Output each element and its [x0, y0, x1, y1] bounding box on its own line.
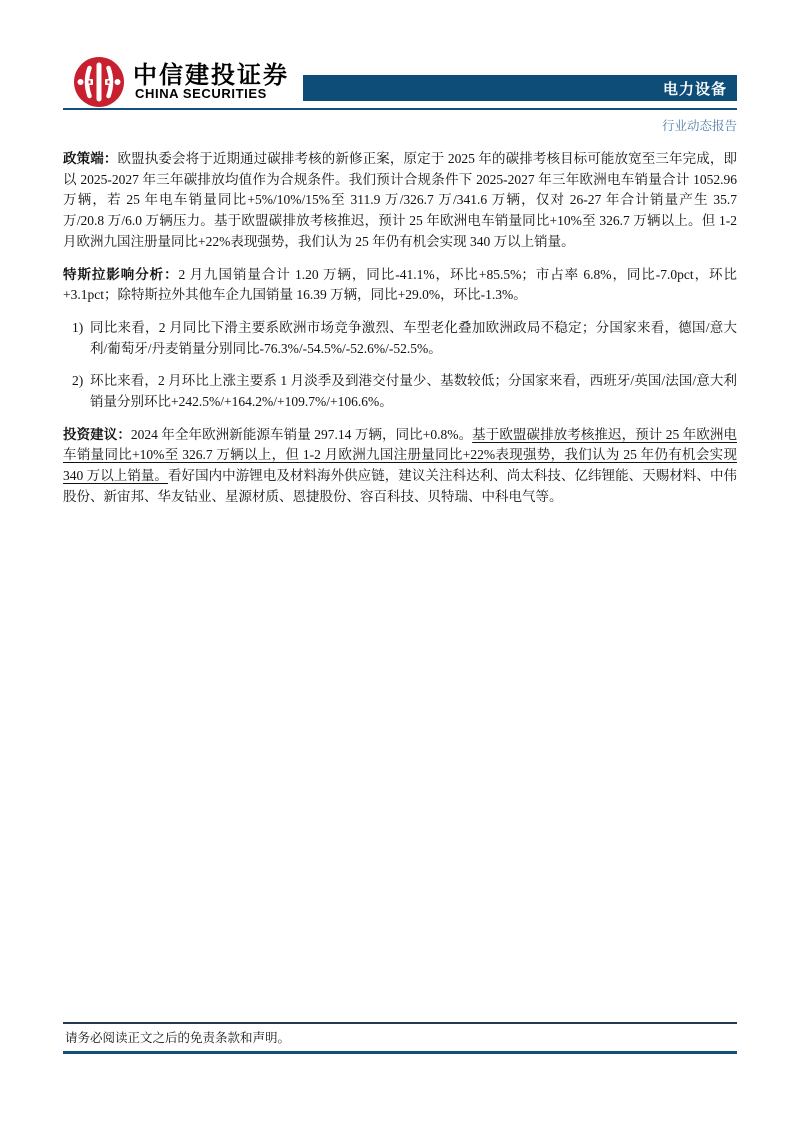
header-divider: [63, 108, 737, 110]
tesla-analysis-paragraph: [63, 265, 737, 306]
industry-category-label: 电力设备: [662, 80, 727, 98]
policy-paragraph: [63, 149, 737, 253]
list-item-number: 1): [72, 319, 84, 335]
list-item-text: 环比来看，2 月环比上涨主要系 1 月淡季及到港交付量少、基数较低；分国家来看，西班牙/英国/法国/意大利销量分别环比+242.5%/+164.2%/+109.7%/+106.6%。: [90, 373, 737, 410]
list-item: [63, 318, 737, 359]
report-type-label: 行业动态报告: [661, 119, 737, 133]
tesla-analysis-label: 特斯拉影响分析：: [63, 266, 179, 282]
list-item: [63, 371, 737, 412]
investment-advice-label: 投资建议：: [63, 426, 131, 442]
disclaimer-footer: [63, 1022, 737, 1054]
industry-category-bar: [303, 75, 737, 101]
investment-advice-rest: 看好国内中游锂电及材料海外供应链，建议关注科达利、尚太科技、亿纬锂能、天赐材料、中伟股份、新宙邦、华友钴业、星源材质、恩捷股份、容百科技、贝特瑞、中科电气等。: [63, 468, 738, 504]
logo-chinese-name: 中信建投证券: [133, 62, 289, 89]
report-body: [63, 149, 737, 520]
china-securities-logo-icon: [74, 57, 124, 107]
policy-paragraph-text: 欧盟执委会将于近期通过碳排考核的新修正案，原定于 2025 年的碳排考核目标可能放宽至三年完成，即以 2025-2027 年三年碳排放均值作为合规条件。我们预计合规条件下 2025-2027 年三年欧洲电车销量合计 1052.96 万辆，若 25 年电车销量同比+5%/10%/15%至 311.9 万/326.7 万/341.6 万辆，仅对 26-27 年合计销量产生 35.7 万/20.8 万/6.0 万辆压力。基于欧盟碳排放考核推迟，预计 25 年欧洲电车销量同比+10%至 326.7 万辆以上。但 1-2 月欧洲九国注册量同比+22%表现强势，我们认为 25 年仍有机会实现 340 万以上销量。: [63, 151, 738, 249]
investment-advice-underlined: 基于欧盟碳排放考核推迟，预计 25 年欧洲电车销量同比+10%至 326.7 万辆以上，但 1-2 月欧洲九国注册量同比+22%表现强势，我们认为 25 年仍有机会实现 340 万以上销量。: [63, 426, 738, 484]
tesla-analysis-text: 2 月九国销量合计 1.20 万辆，同比-41.1%，环比+85.5%；市占率 6.8%，同比-7.0pct，环比+3.1pct；除特斯拉外其他车企九国销量 16.39 万辆，同比+29.0%，环比-1.3%。: [63, 266, 737, 303]
logo-english-name: CHINA SECURITIES: [135, 86, 267, 101]
policy-paragraph-label: 政策端：: [63, 151, 118, 166]
list-item-number: 2): [72, 373, 84, 389]
investment-advice-lead: 2024 年全年欧洲新能源车销量 297.14 万辆，同比+0.8%。: [130, 426, 473, 442]
investment-advice-paragraph: [63, 425, 737, 508]
list-item-text: 同比来看，2 月同比下滑主要系欧洲市场竞争激烈、车型老化叠加欧洲政局不稳定；分国家来看，德国/意大利/葡萄牙/丹麦销量分别同比-76.3%/-54.5%/-52.6%/-52.5%。: [90, 319, 737, 356]
disclaimer-text: 请务必阅读正文之后的免责条款和声明。: [65, 1031, 291, 1045]
